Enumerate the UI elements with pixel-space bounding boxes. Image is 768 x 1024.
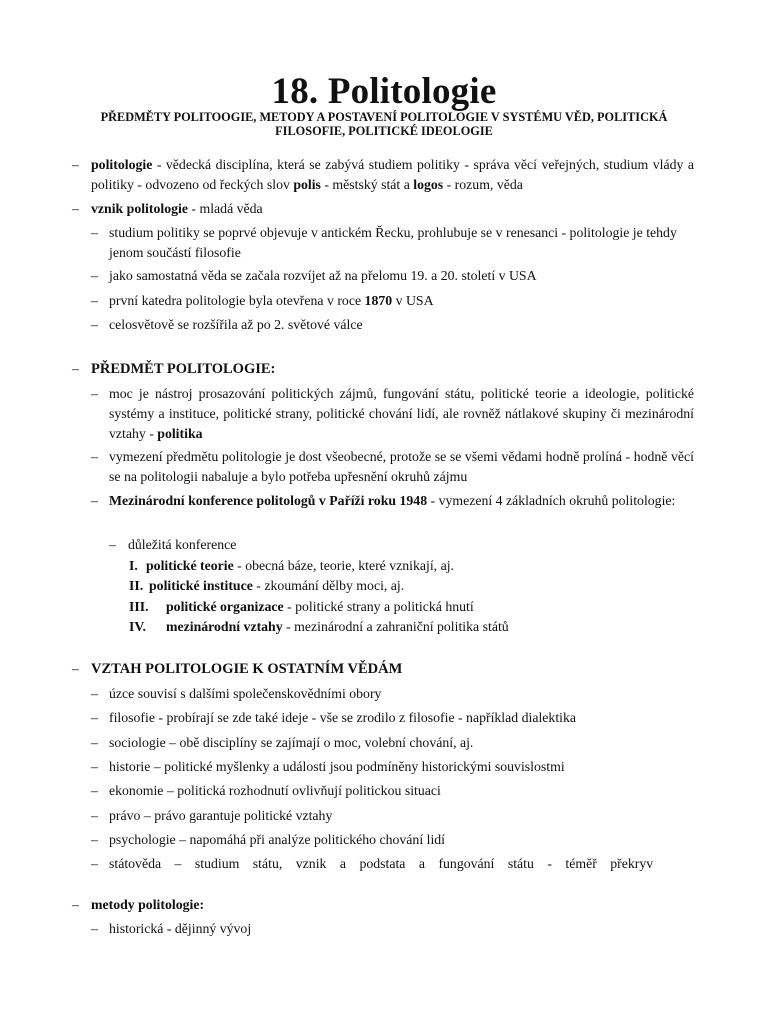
- list-dash: –: [91, 759, 98, 774]
- circle-item: [129, 617, 689, 637]
- subject-item: [109, 491, 694, 511]
- list-dash: –: [91, 921, 98, 936]
- list-dash: –: [91, 493, 98, 508]
- conference-note: důležitá konference: [128, 537, 237, 552]
- circle-item: [129, 597, 689, 617]
- power-text: moc je nástroj prosazování politických zájmů, fungování státu, politické teorie a ideologie, politické systémy a instituce, politické strany, politické chování lidí, ale rovněž nátlakové skupiny či mezinárodní vztahy -: [109, 386, 694, 441]
- relation-item: úzce souvisí s dalšími společenskovědními obory: [109, 686, 382, 701]
- list-dash: –: [91, 735, 98, 750]
- origin-sub-item: studium politiky se poprvé objevuje v antickém Řecku, prohlubuje se v renesanci - politologie je tehdy jenom součástí filosofie: [109, 225, 677, 260]
- circle-number: I.: [129, 558, 138, 573]
- list-dash: –: [91, 832, 98, 847]
- list-dash: –: [91, 856, 98, 871]
- circle-number: II.: [129, 578, 144, 593]
- circle-title: politické teorie: [146, 558, 234, 573]
- term-politika: politika: [157, 426, 203, 441]
- list-dash: –: [72, 201, 79, 216]
- list-dash: –: [109, 537, 116, 552]
- list-dash: –: [72, 157, 79, 172]
- section-heading-methods: [91, 895, 694, 915]
- term-logos: logos: [413, 177, 444, 192]
- circle-title: politické instituce: [149, 578, 253, 593]
- origin-sub-item: jako samostatná věda se začala rozvíjet až na přelomu 19. a 20. století v USA: [109, 268, 537, 283]
- definition-text-3: - rozum, věda: [443, 177, 523, 192]
- list-dash: –: [72, 661, 79, 676]
- chair-text-2: v USA: [392, 293, 434, 308]
- circle-title: politické organizace: [166, 599, 284, 614]
- page-title: 18. Politologie: [271, 71, 497, 112]
- definition-item: [91, 155, 694, 195]
- origin-sub-item: [109, 291, 694, 311]
- circle-title: mezinárodní vztahy: [166, 619, 283, 634]
- definition-text-2: - městský stát a: [320, 177, 414, 192]
- list-dash: –: [91, 449, 98, 464]
- subject-item: vymezení předmětu politologie je dost všeobecné, protože se se všemi vědami hodně prolíná - hodně věcí se na politologii nabaluje a bylo potřeba upřesnění okruhů zájmu: [109, 449, 694, 484]
- relation-item: filosofie - probírají se zde také ideje - vše se zrodilo z filosofie - například dialektika: [109, 710, 577, 725]
- circle-text: - politické strany a politická hnutí: [283, 599, 474, 614]
- relation-item: právo – právo garantuje politické vztahy: [109, 808, 333, 823]
- list-dash: –: [91, 783, 98, 798]
- origin-item: [91, 199, 694, 219]
- circle-number: IV.: [129, 619, 147, 634]
- list-dash: –: [91, 225, 98, 240]
- list-dash: –: [91, 268, 98, 283]
- list-dash: –: [72, 361, 79, 376]
- definition-text: - vědecká disciplína, která se zabývá studiem politiky - správa věcí veřejných, studium vlády a politiky - odvozeno od řeckých slov: [91, 157, 694, 192]
- list-dash: –: [91, 317, 98, 332]
- section-heading-relation: VZTAH POLITOLOGIE K OSTATNÍM VĚDÁM: [91, 661, 403, 677]
- circle-item: [129, 556, 689, 576]
- list-dash: –: [91, 686, 98, 701]
- circle-text: - mezinárodní a zahraniční politika států: [282, 619, 509, 634]
- subject-item: [109, 384, 694, 444]
- list-dash: –: [91, 710, 98, 725]
- origin-sub-item: celosvětově se rozšířila až po 2. světové válce: [109, 317, 363, 332]
- circle-number: III.: [129, 599, 149, 614]
- term-vznik: vznik politologie: [91, 201, 188, 216]
- list-dash: –: [91, 293, 98, 308]
- relation-item: sociologie – obě disciplíny se zajímají o moc, volební chování, aj.: [109, 735, 474, 750]
- term-politologie: politologie: [91, 157, 153, 172]
- conference-text: - vymezení 4 základních okruhů politologie:: [427, 493, 676, 508]
- relation-item: historie – politické myšlenky a události jsou podmíněny historickými souvislostmi: [109, 759, 565, 774]
- chair-year: 1870: [364, 293, 393, 308]
- circle-text: - obecná báze, teorie, které vznikají, aj.: [233, 558, 454, 573]
- methods-heading: metody politologie:: [91, 897, 205, 912]
- circle-item: [129, 576, 689, 596]
- list-dash: –: [91, 386, 98, 401]
- list-dash: –: [72, 897, 79, 912]
- chair-text: první katedra politologie byla otevřena v roce: [109, 293, 365, 308]
- relation-item: ekonomie – politická rozhodnutí ovlivňují politickou situaci: [109, 783, 441, 798]
- circle-text: - zkoumání dělby moci, aj.: [252, 578, 405, 593]
- list-dash: –: [91, 808, 98, 823]
- conference-title: Mezinárodní konference politologů v Paříži roku 1948: [109, 493, 428, 508]
- relation-item: státověda – studium státu, vznik a podstata a fungování státu - téměř překryv: [109, 856, 654, 871]
- term-polis: polis: [293, 177, 321, 192]
- page-subtitle: PŘEDMĚTY POLITOOGIE, METODY A POSTAVENÍ POLITOLOGIE V SYSTÉMU VĚD, POLITICKÁ FILOSOFIE, POLITICKÉ IDEOLOGIE: [100, 110, 668, 138]
- section-heading-subject: PŘEDMĚT POLITOLOGIE:: [91, 361, 276, 377]
- relation-item: psychologie – napomáhá při analýze politického chování lidí: [109, 832, 446, 847]
- origin-text: - mladá věda: [187, 201, 263, 216]
- methods-item: historická - dějinný vývoj: [109, 921, 252, 936]
